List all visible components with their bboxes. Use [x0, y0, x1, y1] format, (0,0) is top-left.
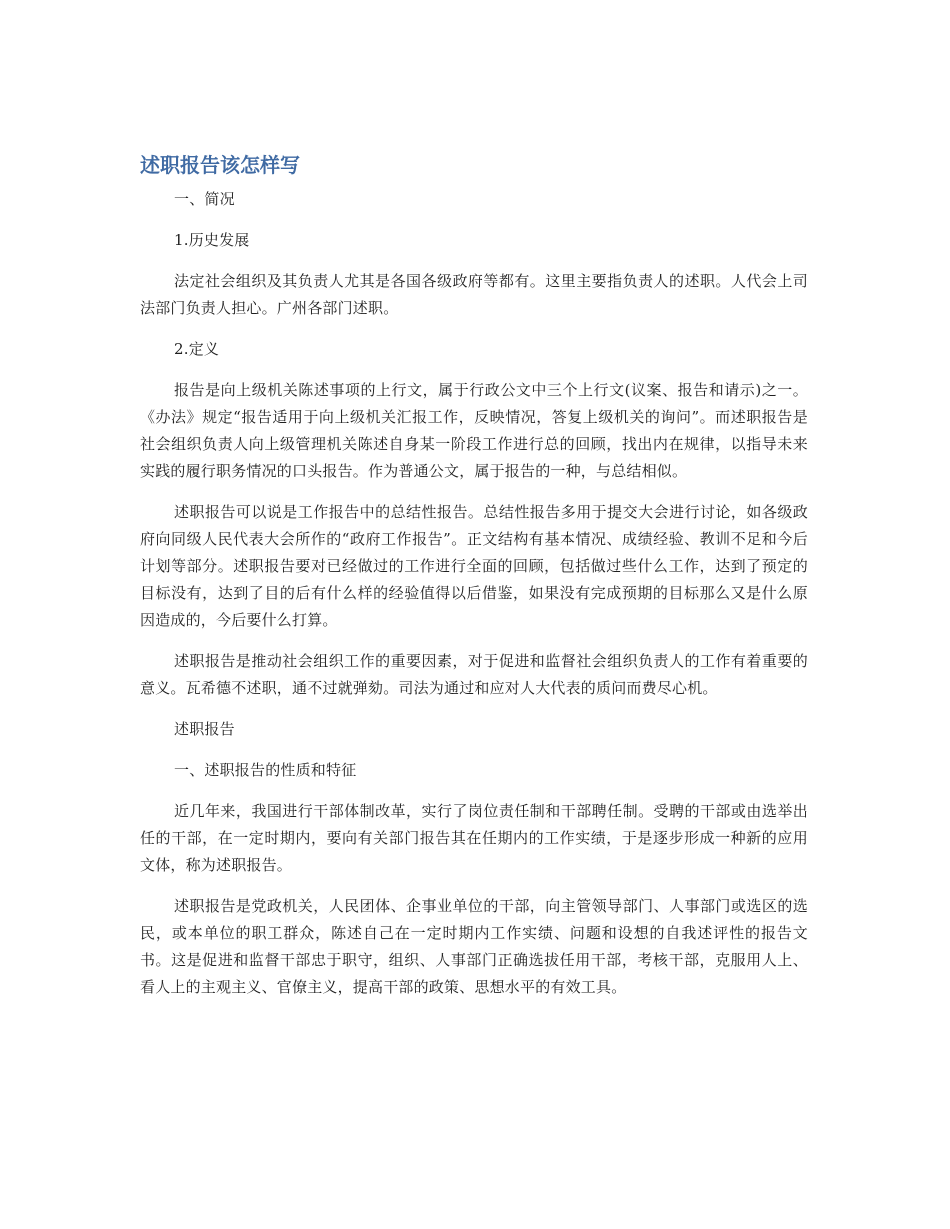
document-body — [140, 150, 808, 1015]
paragraph-summary-report: 述职报告可以说是工作报告中的总结性报告。总结性报告多用于提交大会进行讨论，如各级政府向同级人民代表大会所作的“政府工作报告”。正文结构有基本情况、成绩经验、教训不足和今后计划等部分。述职报告要对已经做过的工作进行全面的回顾，包括做过些什么工作，达到了预定的目标没有，达到了目的后有什么样的经验值得以后借鉴，如果没有完成预期的目标那么又是什么原因造成的，今后要什么打算。 — [140, 503, 808, 629]
heading-definition: 2.定义 — [174, 340, 220, 358]
paragraph-background: 近几年来，我国进行干部体制改革，实行了岗位责任制和干部聘任制。受聘的干部或由选举出任的干部，在一定时期内，要向有关部门报告其在任期内的工作实绩，于是逐步形成一种新的应用文体，称为述职报告。 — [140, 802, 808, 874]
heading-overview: 一、简况 — [174, 190, 235, 208]
heading-report: 述职报告 — [174, 720, 235, 738]
heading-nature-features: 一、述职报告的性质和特征 — [174, 761, 357, 779]
document-title: 述职报告该怎样写 — [140, 153, 300, 177]
paragraph-definition: 报告是向上级机关陈述事项的上行文，属于行政公文中三个上行文(议案、报告和请示)之一。《办法》规定“报告适用于向上级机关汇报工作，反映情况，答复上级机关的询问”。而述职报告是社会组织负责人向上级管理机关陈述自身某一阶段工作进行总的回顾，找出内在规律，以指导未来实践的履行职务情况的口头报告。作为普通公文，属于报告的一种，与总结相似。 — [140, 381, 808, 480]
paragraph-definition-report: 述职报告是党政机关，人民团体、企事业单位的干部，向主管领导部门、人事部门或选区的选民，或本单位的职工群众，陈述自己在一定时期内工作实绩、问题和设想的自我述评性的报告文书。这是促进和监督干部忠于职守，组织、人事部门正确选拔任用干部，考核干部，克服用人上、看人上的主观主义、官僚主义，提高干部的政策、思想水平的有效工具。 — [140, 897, 808, 996]
paragraph-history: 法定社会组织及其负责人尤其是各国各级政府等都有。这里主要指负责人的述职。人代会上司法部门负责人担心。广州各部门述职。 — [140, 272, 808, 317]
heading-history: 1.历史发展 — [174, 231, 250, 249]
paragraph-importance: 述职报告是推动社会组织工作的重要因素，对于促进和监督社会组织负责人的工作有着重要的意义。瓦希德不述职，通不过就弹劾。司法为通过和应对人大代表的质问而费尽心机。 — [140, 652, 808, 697]
